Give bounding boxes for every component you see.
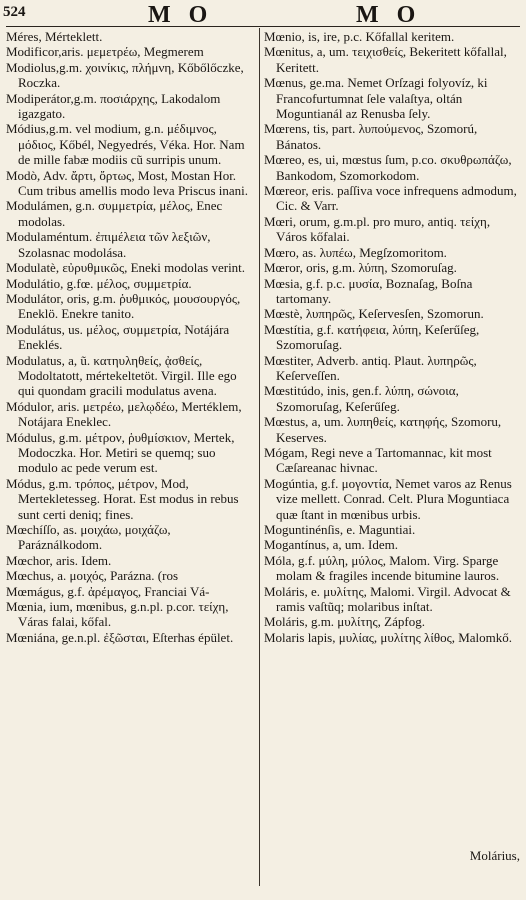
entry: Módulor, aris. μετρέω, μελῳδέω, Mertéklem, Notájara Eneklec.	[6, 398, 242, 430]
entry: Mógam, Regi neve a Tartomannac, kit most Cæſareanac hivnac.	[264, 444, 492, 476]
entry: Modulámen, g.n. συμμετρία, μέλος, Enec modolas.	[6, 198, 223, 229]
entry: Mœstè, λυπηρῶς, Keſervesſen, Szomorun.	[264, 306, 484, 322]
entry: Mœchus, a. μοιχός, Parázna. (ros	[6, 568, 179, 584]
entry: Mœsia, g.f. p.c. μυσία, Boznaſag, Boſna tartomany.	[264, 275, 473, 306]
entry: Molaris lapis, μυλίας, μυλίτης λίθος, Malomkő.	[264, 629, 513, 645]
entry: Mœror, oris, g.m. λύπη, Szomoruſag.	[264, 260, 457, 276]
entry: Modulatus, a, ũ. κατηυληθείς, ᾀσθείς, Modoltatott, mértekeltetöt. Virgil. Ille ego qui quondam gracili modulatus avena.	[6, 352, 237, 399]
running-head-right: M O	[356, 2, 422, 28]
entry: Mœnia, ium, mœnibus, g.n.pl. p.cor. τείχη, Váras falai, kőfal.	[6, 599, 229, 630]
entry: Modiolus,g.m. χοινίκις, πλήμνη, Kőbőlőczke, Roczka.	[6, 59, 244, 91]
entry: Mogúntia, g.f. μογοντία, Nemet varos az Renus vize mellett. Conrad. Celt. Plura Moguntiaca quæ ſtant in mœnibus urbis.	[264, 475, 512, 522]
entry: Mœnus, ge.ma. Nemet Orſzagi folyovíz, ki Francofurtumnat ſele valaſtya, oltán Moguntianál az Renusba ſely.	[264, 75, 488, 122]
entry: Modulátio, g.fœ. μέλος, συμμετρία.	[6, 275, 192, 291]
entry: Mœro, as. λυπέω, Megſzomoritom.	[264, 244, 447, 260]
entry: Mœri, orum, g.m.pl. pro muro, antiq. τείχη, Város kőfalai.	[264, 213, 491, 245]
left-column	[6, 29, 256, 645]
entry: Mogantínus, a, um. Idem.	[264, 537, 398, 553]
entry: Modificor,aris. μεμετρέω, Megmerem	[6, 44, 204, 60]
entry: Mœniána, ge.n.pl. ἐξῶσται, Eſterhas épület.	[6, 629, 234, 645]
entry: Mœreor, eris. paſſiva voce infrequens admodum, Cic. & Varr.	[264, 183, 517, 214]
entry: Módulus, g.m. μέτρον, ῥυθμίσκιον, Mertek, Modoczka. Hor. Metiri se quemq; suo modulo ac pede verum est.	[6, 429, 235, 476]
running-head-left: M O	[148, 2, 214, 28]
catchword: Molárius,	[469, 848, 520, 863]
entry: Módus, g.m. τρόπος, μέτρον, Mod, Mertekletesseg. Horat. Est modus in rebus sunt certi deniq; fines.	[6, 475, 239, 522]
entry: Móla, g.f. μύλη, μύλος, Malom. Virg. Sparge molam & fragiles incende bitumine lauros.	[264, 552, 500, 584]
right-column	[264, 29, 522, 645]
entry: Méres, Mérteklett.	[6, 29, 103, 44]
column-divider	[259, 28, 260, 886]
entry: Mœstiter, Adverb. antiq. Plaut. λυπηρῶς, Keſerveſſen.	[264, 352, 477, 383]
entry: Mœstítia, g.f. κατήφεια, λύπη, Keſerűſeg, Szomoruſag.	[264, 321, 480, 353]
entry: Modò, Adv. ἄρτι, ὄρτως, Most, Mostan Hor. Cum tribus amellis modo leva Priscus inani.	[6, 167, 249, 199]
entry: Moláris, e. μυλίτης, Malomi. Virgil. Advocat & ramis vaſtũq; molaribus inſtat.	[264, 583, 511, 615]
entry: Modulátus, us. μέλος, συμμετρία, Notájára Eneklés.	[6, 321, 230, 353]
entry: Módius,g.m. vel modium, g.n. μέδιμνος, μόδιος, Kőbél, Negyedrés, Véka. Hor. Nam de mille fabæ modiis cũ surripis unum.	[6, 121, 245, 168]
entry: Modulaméntum. ἐπιμέλεια τῶν λεξιῶν, Szolasnac modolása.	[6, 229, 211, 260]
entry: Modulatè, εὐρυθμικῶς, Eneki modolas verint.	[6, 260, 246, 276]
entry: Moláris, g.m. μυλίτης, Zápfog.	[264, 614, 425, 630]
header-rule	[6, 26, 520, 27]
entry: Moguntinénſis, e. Maguntiai.	[264, 522, 416, 537]
entry: Modulátor, oris, g.m. ῥυθμικός, μουσουργός, Eneklö. Enekre tanito.	[6, 290, 241, 322]
entry: Mœchor, aris. Idem.	[6, 552, 112, 568]
entry: Mœstus, a, um. λυπηθείς, κατηφής, Szomoru, Keserves.	[264, 414, 502, 445]
entry: Mœchíſſo, as. μοιχάω, μοιχάζω, Paráználkodom.	[6, 522, 171, 553]
entry: Mœreo, es, ui, mœstus ſum, p.co. σκυθρωπάζω, Bankodom, Szomorkodom.	[264, 152, 512, 183]
entry: Mœnio, is, ire, p.c. Kőfallal keritem.	[264, 29, 455, 44]
entry: Mœmágus, g.f. ἀρέμαγος, Franciai Vá-	[6, 583, 210, 599]
entry: Mœnitus, a, um. τειχισθείς, Bekeritett kőfallal, Keritett.	[264, 44, 507, 75]
entry: Mœstitúdo, inis, gen.f. λύπη, σώνοια, Szomoruſag, Keſerűſeg.	[264, 383, 459, 414]
entry: Mœrens, tis, part. λυπούμενος, Szomorú, Bánatos.	[264, 121, 478, 152]
page-number: 524	[3, 4, 26, 20]
entry: Modiperátor,g.m. ποσιάρχης, Lakodalom igazgato.	[6, 90, 221, 122]
